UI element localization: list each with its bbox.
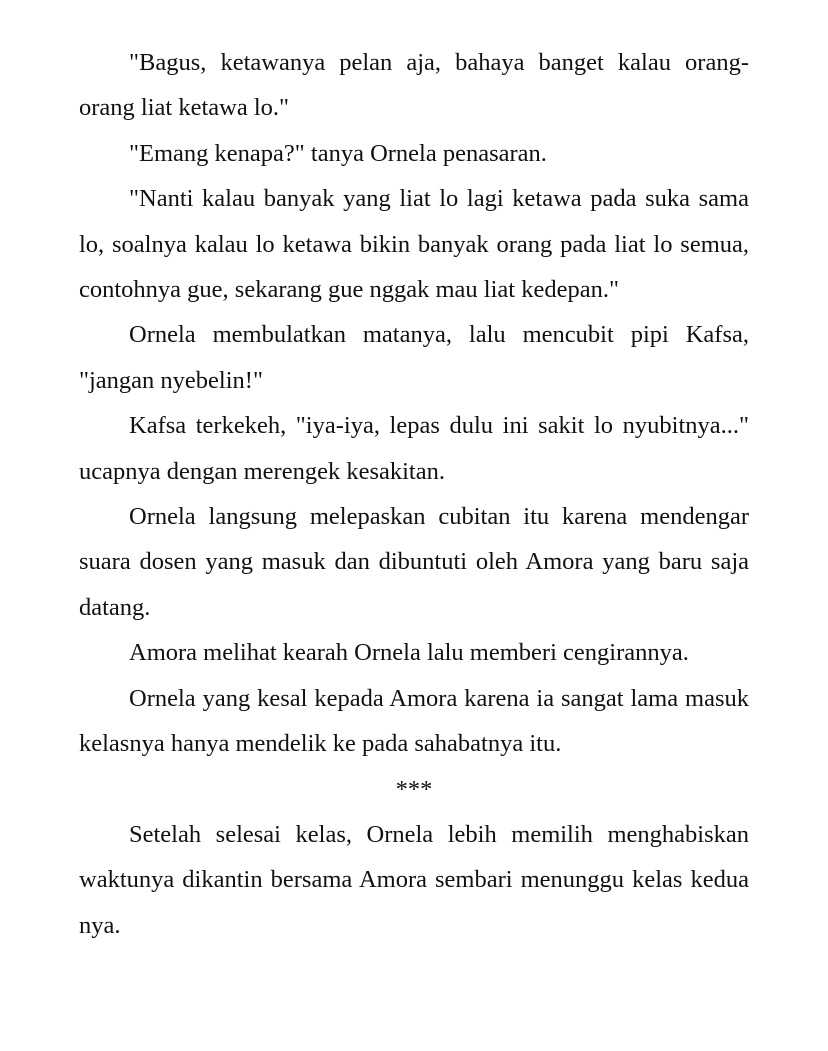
paragraph-9: Setelah selesai kelas, Ornela lebih memilih menghabiskan waktunya dikantin bersama Amora sembari menunggu kelas kedua nya.: [79, 820, 749, 939]
paragraph-1: "Bagus, ketawanya pelan aja, bahaya banget kalau orang-orang liat ketawa lo.": [79, 49, 749, 122]
scene-separator: ***: [395, 775, 433, 803]
paragraph-2: "Emang kenapa?" tanya Ornela penasaran.: [129, 139, 547, 167]
paragraph-4: Ornela membulatkan matanya, lalu mencubit pipi Kafsa, "jangan nyebelin!": [79, 321, 749, 394]
paragraph-5: Kafsa terkekeh, "iya-iya, lepas dulu ini sakit lo nyubitnya..." ucapnya dengan merengek kesakitan.: [79, 412, 749, 485]
paragraph-6: Ornela langsung melepaskan cubitan itu karena mendengar suara dosen yang masuk dan dibuntuti oleh Amora yang baru saja datang.: [79, 503, 749, 621]
paragraph-7: Amora melihat kearah Ornela lalu memberi cengirannya.: [129, 639, 689, 667]
paragraph-3: "Nanti kalau banyak yang liat lo lagi ketawa pada suka sama lo, soalnya kalau lo ketawa bikin banyak orang pada liat lo semua, contohnya gue, sekarang gue nggak mau liat kedepan.": [79, 185, 749, 304]
paragraph-8: Ornela yang kesal kepada Amora karena ia sangat lama masuk kelasnya hanya mendelik ke pada sahabatnya itu.: [79, 684, 749, 758]
